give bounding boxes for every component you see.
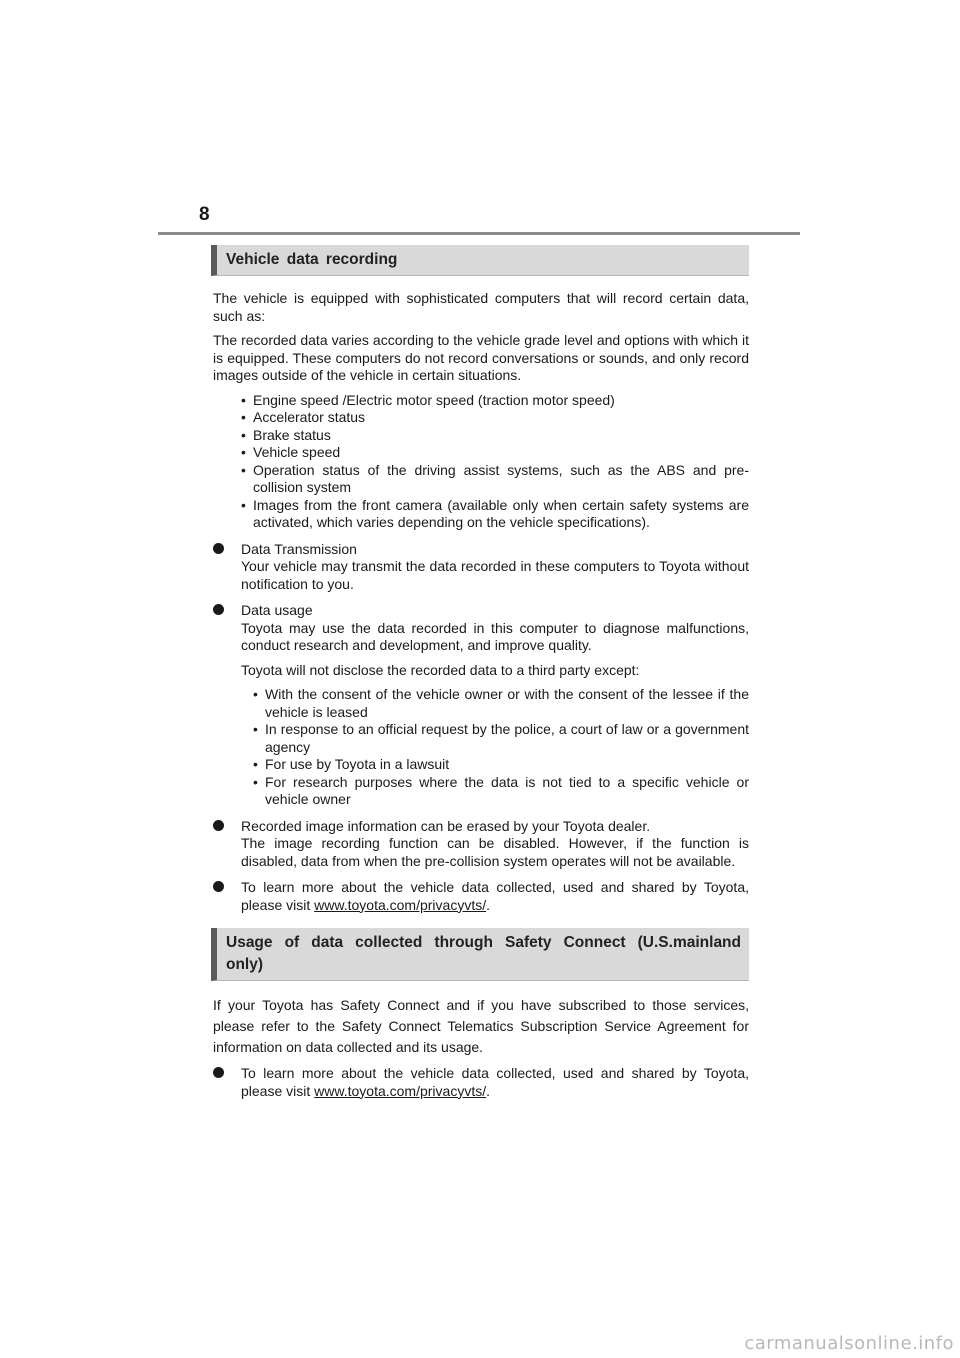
watermark-text: carmanualsonline.info xyxy=(744,1333,954,1354)
list-item: • Accelerator status xyxy=(241,409,366,425)
section-heading-vehicle-data-recording: Vehicle data recording xyxy=(211,245,749,276)
disclosure-text: Toyota will not disclose the recorded data to a third party except: xyxy=(241,661,640,678)
section-heading-safety-connect: Usage of data collected through Safety Connect (U.S.mainland only) xyxy=(211,928,749,981)
list-item: • For research purposes where the data is not tied to a specific vehicle or vehicle owner xyxy=(253,773,749,807)
bullet-title: Recorded image information can be erased by your Toyota dealer. xyxy=(241,817,651,834)
bullet-title: Data usage xyxy=(241,602,313,618)
intro-paragraph-2: The recorded data varies according to the vehicle grade level and options with which it is equipped. These computers do not record conversations or sounds, and only record images outside of the vehicle in certain situations. xyxy=(213,332,749,383)
circle-bullet-icon xyxy=(213,543,224,554)
safety-connect-paragraph: If your Toyota has Safety Connect and if you have subscribed to those services, please refer to the Safety Connect Telematics Subscription Service Agreement for information on data collected and its usage. xyxy=(213,997,749,1055)
bullet-data-usage xyxy=(211,602,749,809)
list-bullet-icon: • xyxy=(253,773,258,790)
bullet-text: To learn more about the vehicle data collected, used and shared by Toyota, please visit xyxy=(241,1065,749,1099)
list-item: • Images from the front camera (available only when certain safety systems are activated, which varies depending on the vehicle specifications). xyxy=(241,496,749,530)
list-item: • In response to an official request by the police, a court of law or a government agency xyxy=(253,721,749,755)
page-content xyxy=(211,245,749,1100)
bullet-data-transmission xyxy=(211,541,749,594)
list-item: • Operation status of the driving assist systems, such as the ABS and pre-collision system xyxy=(241,461,749,495)
list-bullet-icon: • xyxy=(253,721,258,737)
privacy-link[interactable]: www.toyota.com/privacyvts/ xyxy=(314,1082,487,1099)
list-item: • Vehicle speed xyxy=(241,444,341,460)
list-bullet-icon: • xyxy=(241,461,246,478)
list-item: • Engine speed /Electric motor speed (traction motor speed) xyxy=(241,391,615,408)
privacy-link[interactable]: www.toyota.com/privacyvts/ xyxy=(314,896,487,913)
circle-bullet-icon xyxy=(213,1067,224,1078)
bullet-learn-more-1: To learn more about the vehicle data collected, used and shared by Toyota, please visit www.toyota.com/privacyvts/. xyxy=(211,879,749,914)
bullet-text: The image recording function can be disabled. However, if the function is disabled, data from when the pre-collision system operates will not be available. xyxy=(241,835,749,869)
bullet-learn-more-2: To learn more about the vehicle data collected, used and shared by Toyota, please visit www.toyota.com/privacyvts/. xyxy=(211,1065,749,1100)
bullet-recorded-image xyxy=(211,818,749,871)
list-item: • For use by Toyota in a lawsuit xyxy=(253,756,450,772)
recorded-data-list xyxy=(211,392,749,532)
list-bullet-icon: • xyxy=(241,391,246,408)
bullet-text: To learn more about the vehicle data collected, used and shared by Toyota, please visit xyxy=(241,879,749,913)
circle-bullet-icon xyxy=(213,604,224,615)
list-bullet-icon: • xyxy=(241,426,246,443)
list-item: • Brake status xyxy=(241,426,331,443)
bullet-text: Your vehicle may transmit the data recorded in these computers to Toyota without notification to you. xyxy=(241,558,749,592)
list-bullet-icon: • xyxy=(241,409,246,425)
header-rule xyxy=(158,232,800,235)
circle-bullet-icon xyxy=(213,881,224,892)
list-bullet-icon: • xyxy=(241,496,246,513)
bullet-text: Toyota may use the data recorded in this computer to diagnose malfunctions, conduct research and development, and improve quality. xyxy=(241,619,749,653)
page-number: 8 xyxy=(199,204,210,225)
bullet-title: Data Transmission xyxy=(241,540,357,557)
list-item: • With the consent of the vehicle owner or with the consent of the lessee if the vehicle is leased xyxy=(253,686,749,720)
list-bullet-icon: • xyxy=(241,444,246,460)
exceptions-list xyxy=(241,686,749,809)
list-bullet-icon: • xyxy=(253,756,258,772)
intro-paragraph-1: The vehicle is equipped with sophisticated computers that will record certain data, such as: xyxy=(213,290,749,324)
list-bullet-icon: • xyxy=(253,686,258,702)
circle-bullet-icon xyxy=(213,820,224,831)
